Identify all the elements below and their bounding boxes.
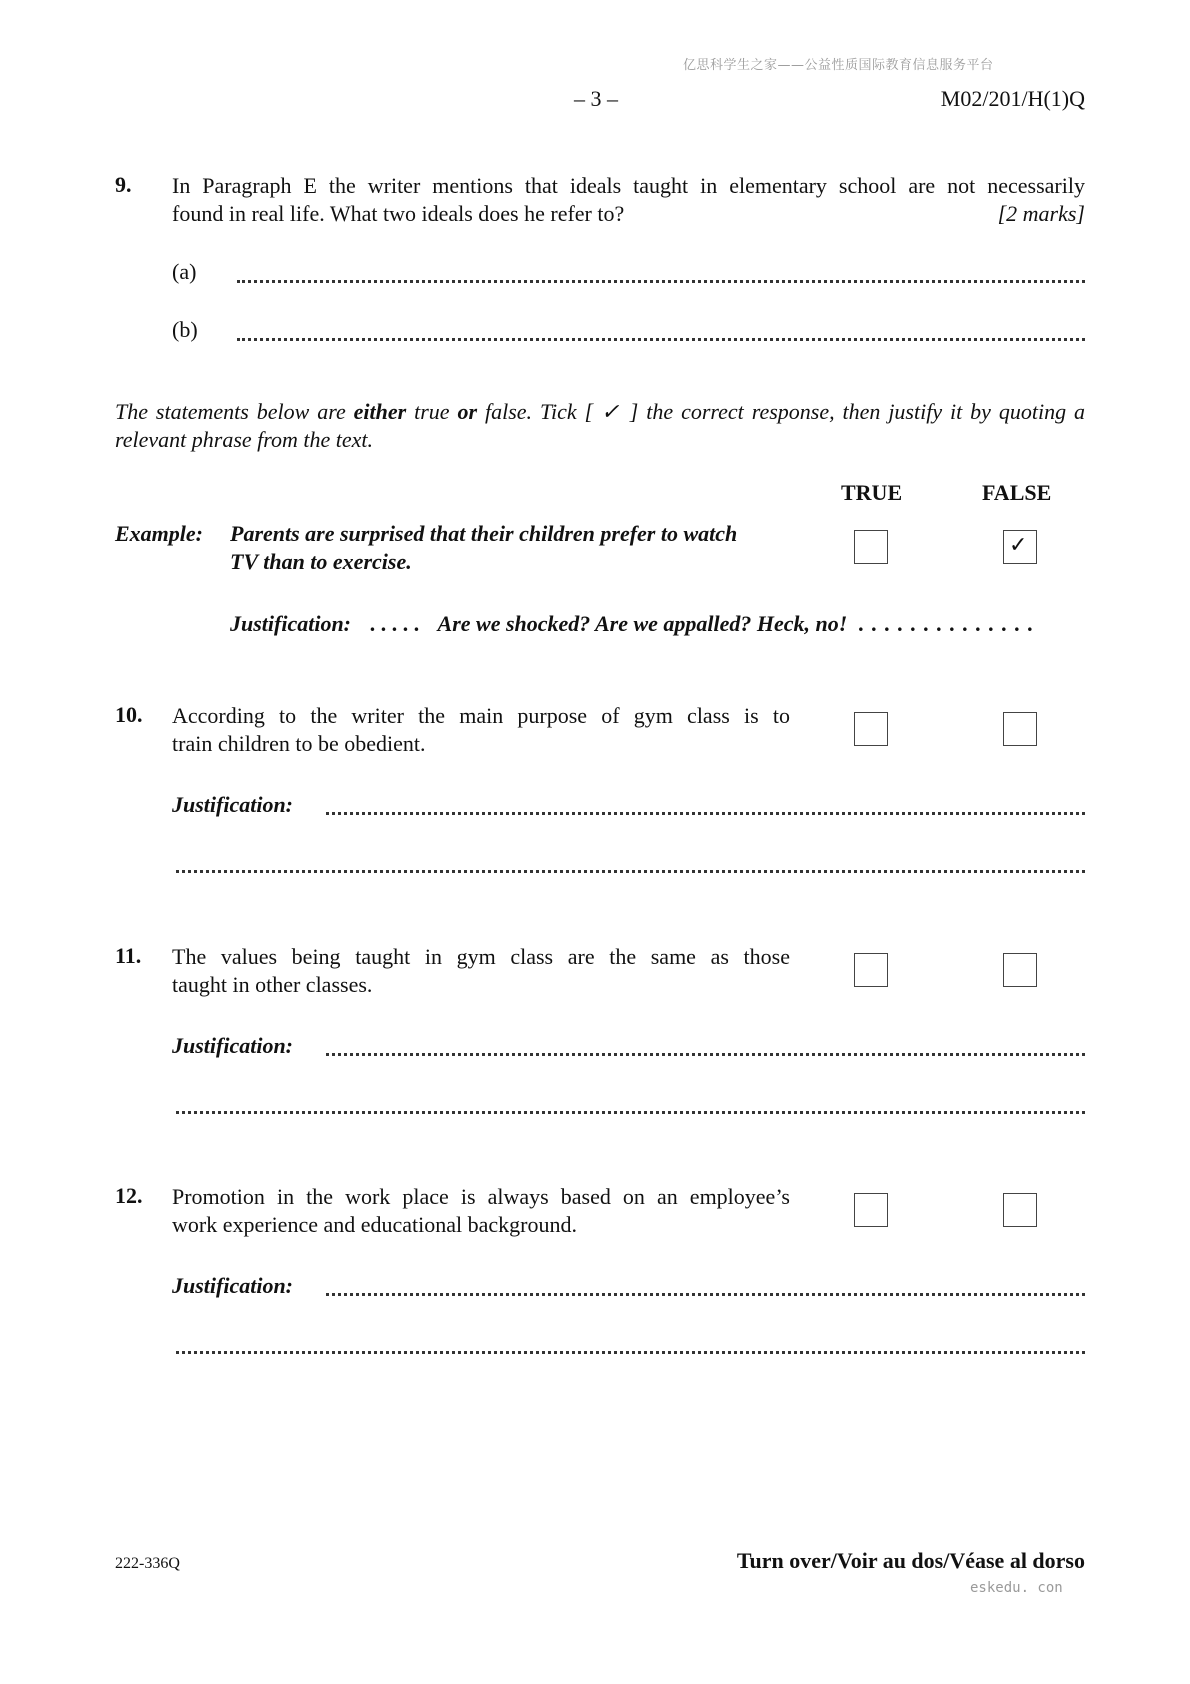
column-false-heading: FALSE [982,480,1052,505]
question-12-false-checkbox[interactable] [1003,1193,1037,1227]
example-label: Example: [115,521,203,546]
instructions-part-2: true [406,399,458,424]
question-10-true-checkbox[interactable] [854,712,888,746]
example-justification-lead-dots: . . . . . [370,611,421,636]
question-11-false-checkbox[interactable] [1003,953,1037,987]
page-number: – 3 – [574,86,618,111]
question-10-justification-line-2[interactable] [176,870,1085,873]
answer-a-label: (a) [172,259,197,284]
example-tick-icon: ✓ [1009,533,1028,558]
question-9-line-1: In Paragraph E the writer mentions that ideals taught in elementary school are not necessarily [172,173,1085,198]
instructions-or: or [457,399,478,424]
question-11-line-1: The values being taught in gym class are the same as those [172,944,790,969]
footer-code: 222-336Q [115,1555,180,1572]
paper-code: M02/201/H(1)Q [940,86,1085,111]
example-line-1: Parents are surprised that their children prefer to watch [230,521,738,546]
question-12-true-checkbox[interactable] [854,1193,888,1227]
watermark-bottom: eskedu. con [970,1580,1063,1596]
question-9-number: 9. [115,172,132,197]
question-11-justification-line-2[interactable] [176,1111,1085,1114]
question-11-justification-label: Justification: [172,1033,294,1058]
answer-b-label: (b) [172,317,198,342]
example-justification-text: Are we shocked? Are we appalled? Heck, no! [437,611,848,636]
example-false-checkbox[interactable] [1003,530,1037,564]
example-justification-trail-dots: . . . . . . . . . . . . . . [858,611,1035,636]
question-12-line-2: work experience and educational background. [172,1212,577,1237]
question-12-justification-line-1[interactable] [326,1293,1085,1296]
example-justification [230,610,1085,638]
question-10-line-1: According to the writer the main purpose of gym class is to [172,703,790,728]
instructions-part-1: The statements below are [115,399,354,424]
answer-b-line[interactable] [237,338,1085,341]
instructions-either: either [353,399,407,424]
example-justification-label: Justification: [230,611,352,636]
question-12-line-1: Promotion in the work place is always based on an employee’s [172,1184,790,1209]
example-line-2: TV than to exercise. [230,549,412,574]
question-9-marks: [2 marks] [997,201,1085,226]
question-10-justification-label: Justification: [172,792,294,817]
turn-over-text: Turn over/Voir au dos/Véase al dorso [736,1548,1085,1573]
question-12-number: 12. [115,1183,143,1208]
instructions-part-3: false. Tick [ ✓ ] the correct response, then justify it by quoting a relevant phrase from the text. [115,399,1085,452]
question-10-false-checkbox[interactable] [1003,712,1037,746]
question-11-line-2: taught in other classes. [172,972,373,997]
question-12-justification-label: Justification: [172,1273,294,1298]
question-12-justification-line-2[interactable] [176,1351,1085,1354]
question-11-true-checkbox[interactable] [854,953,888,987]
answer-a-line[interactable] [237,280,1085,283]
question-10-number: 10. [115,702,143,727]
question-10-line-2: train children to be obedient. [172,731,426,756]
column-true-heading: TRUE [841,480,903,505]
question-9-line-2: found in real life. What two ideals does he refer to? [172,201,625,226]
question-11-justification-line-1[interactable] [326,1053,1085,1056]
instructions [115,398,1085,454]
question-11-number: 11. [115,943,142,968]
question-10-justification-line-1[interactable] [326,812,1085,815]
example-true-checkbox[interactable] [854,530,888,564]
watermark-top: 亿思科学生之家——公益性质国际教育信息服务平台 [683,58,994,73]
